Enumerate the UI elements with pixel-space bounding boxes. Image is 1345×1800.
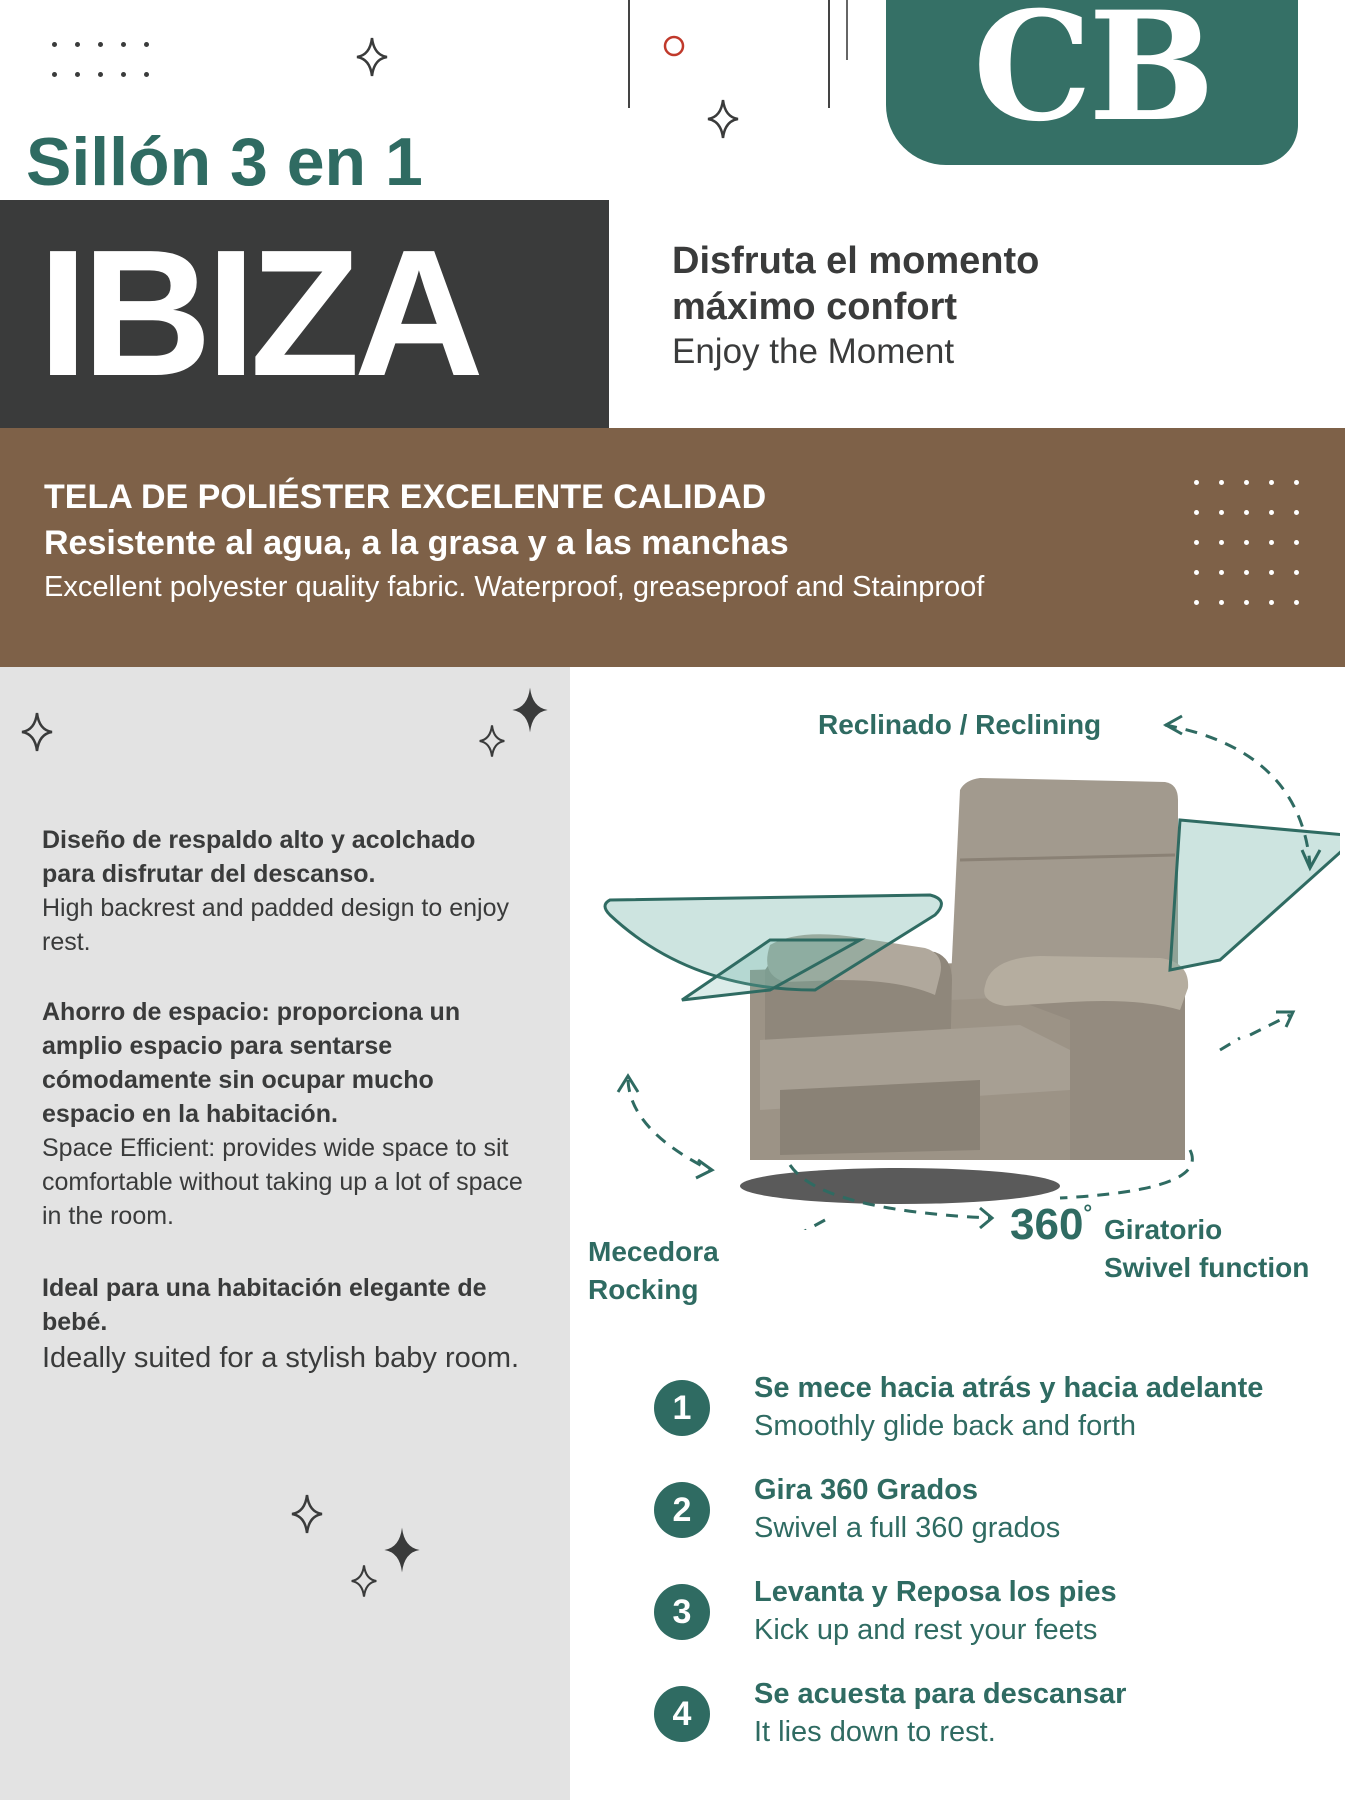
feature-text-en: Ideally suited for a stylish baby room.: [42, 1342, 520, 1374]
feature-text-en: High backrest and padded design to enjoy rest.: [42, 894, 509, 956]
feature-paragraph: [42, 1271, 530, 1377]
swivel-degrees: 360: [1010, 1200, 1084, 1249]
step-text-en: Swivel a full 360 grados: [754, 1512, 1061, 1544]
description-panel: [0, 667, 570, 1800]
sparkle-filled-icon: [382, 1525, 422, 1575]
sparkle-icon: [290, 1493, 324, 1535]
feature-text-es: Ideal para una habitación elegante de bebé.: [42, 1274, 487, 1336]
tagline-es-line2: máximo confort: [672, 286, 958, 328]
step-text-en: It lies down to rest.: [754, 1716, 996, 1748]
swivel-label-en: Swivel function: [1104, 1252, 1310, 1283]
fabric-band: [0, 428, 1345, 667]
title-box: [0, 200, 609, 428]
step-item: [654, 1372, 1334, 1452]
rocking-label-es: Mecedora: [588, 1236, 719, 1267]
fabric-headline: TELA DE POLIÉSTER EXCELENTE CALIDAD: [44, 478, 767, 516]
sparkle-icon: [20, 711, 54, 753]
sparkle-icon: [355, 36, 389, 78]
fabric-subheadline: Resistente al agua, a la grasa y a las manchas: [44, 524, 789, 562]
reclining-label: Reclinado / Reclining: [818, 709, 1102, 740]
rocking-label-en: Rocking: [588, 1274, 699, 1305]
brand-logo: [886, 0, 1298, 165]
dot-grid-decoration: [52, 42, 149, 77]
divider-line: [628, 0, 630, 108]
recliner-chair-image: [600, 690, 1340, 1230]
feature-paragraph: [42, 823, 530, 959]
feature-text-es: Diseño de respaldo alto y acolchado para disfrutar del descanso.: [42, 826, 476, 888]
tagline-en: Enjoy the Moment: [672, 332, 955, 371]
swivel-label: [1010, 1200, 1092, 1250]
step-item: [654, 1576, 1334, 1656]
swivel-label-es: Giratorio: [1104, 1214, 1223, 1245]
divider-line: [846, 0, 848, 60]
sparkle-icon: [350, 1563, 378, 1599]
step-text-es: Se mece hacia atrás y hacia adelante: [754, 1372, 1264, 1404]
sparkle-icon: [706, 98, 740, 140]
feature-text-es: Ahorro de espacio: proporciona un amplio espacio para sentarse cómodamente sin ocupar mucho espacio en la habitación.: [42, 998, 461, 1128]
product-subtitle: Sillón 3 en 1: [26, 124, 423, 200]
circle-decoration: [662, 34, 686, 58]
step-number-badge: 3: [654, 1584, 710, 1640]
fabric-english: Excellent polyester quality fabric. Waterproof, greaseproof and Stainproof: [44, 571, 985, 603]
feature-text-en: Space Efficient: provides wide space to sit comfortable without taking up a lot of space in the room.: [42, 1134, 523, 1230]
step-item: [654, 1678, 1334, 1758]
dot-grid-decoration: [1194, 480, 1299, 605]
divider-line: [828, 0, 830, 108]
product-name: IBIZA: [38, 213, 478, 414]
step-text-en: Smoothly glide back and forth: [754, 1410, 1137, 1442]
step-number-badge: 4: [654, 1686, 710, 1742]
step-number-badge: 2: [654, 1482, 710, 1538]
sparkle-filled-icon: [510, 685, 550, 735]
step-text-es: Se acuesta para descansar: [754, 1678, 1127, 1710]
step-text-es: Levanta y Reposa los pies: [754, 1576, 1117, 1608]
tagline: [672, 238, 1039, 374]
degree-symbol-icon: °: [1083, 1200, 1093, 1225]
step-number-badge: 1: [654, 1380, 710, 1436]
sparkle-icon: [478, 723, 506, 759]
step-text-es: Gira 360 Grados: [754, 1474, 979, 1506]
tagline-es-line1: Disfruta el momento: [672, 240, 1040, 282]
brand-logo-text: CB: [972, 0, 1212, 155]
feature-paragraph: [42, 995, 530, 1233]
step-text-en: Kick up and rest your feets: [754, 1614, 1098, 1646]
step-item: [654, 1474, 1334, 1554]
